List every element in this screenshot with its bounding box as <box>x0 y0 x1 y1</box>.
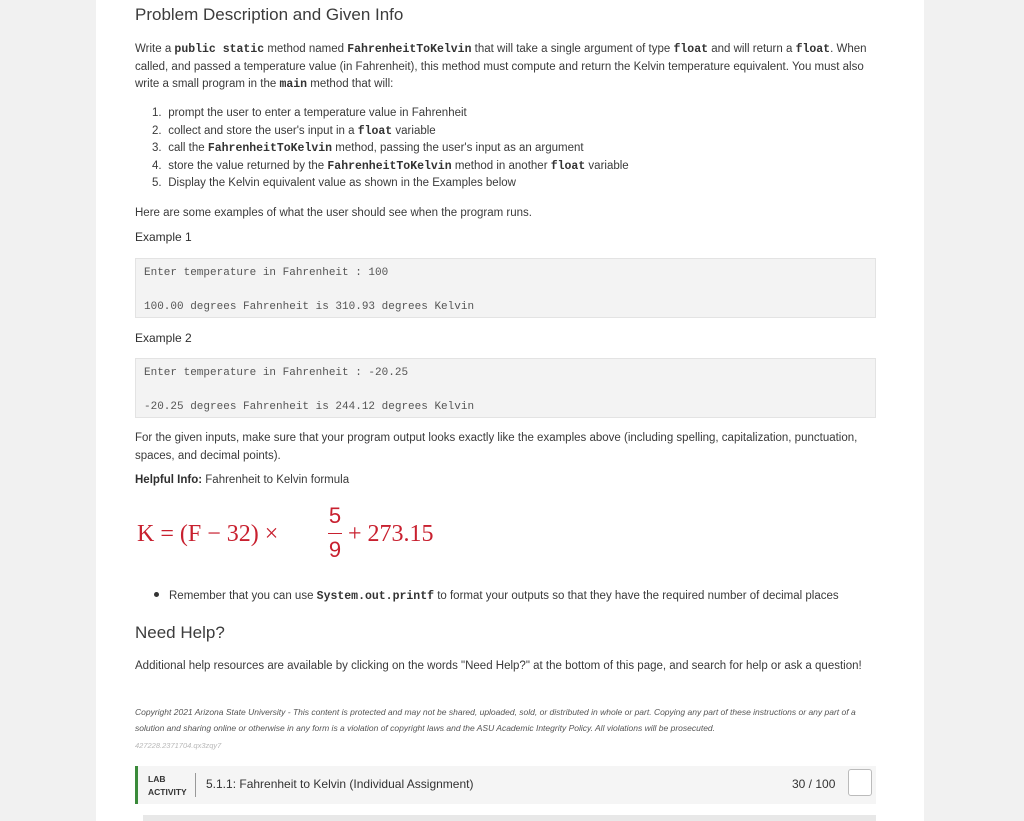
example-1-line-1: Enter temperature in Fahrenheit : 100 <box>144 267 389 279</box>
bullet-icon <box>154 592 159 597</box>
lab-activity-title: 5.1.1: Fahrenheit to Kelvin (Individual Assignment) <box>206 777 474 791</box>
content-page <box>96 0 924 821</box>
printf-tip: Remember that you can use System.out.printf to format your outputs so that they have the required number of decimal places <box>154 590 839 603</box>
formula-rhs: + 273.15 <box>348 521 434 547</box>
example-2-label: Example 2 <box>135 331 192 345</box>
example-2-line-2: -20.25 degrees Fahrenheit is 244.12 degrees Kelvin <box>144 401 475 413</box>
example-2-output <box>135 358 876 418</box>
list-item: 5. Display the Kelvin equivalent value as shown in the Examples below <box>152 177 516 190</box>
lab-activity-tag: LAB ACTIVITY <box>148 774 187 797</box>
list-item: 4. store the value returned by the FahrenheitToKelvin method in another float variable <box>152 159 629 173</box>
formula-numerator: 5 <box>328 503 342 528</box>
lab-score: 30 / 100 <box>792 777 836 791</box>
example-1-label: Example 1 <box>135 230 192 244</box>
output-note: For the given inputs, make sure that your program output looks exactly like the examples above (including spelling, capitalization, punctuation, spaces, and decimal points). <box>135 432 858 462</box>
list-item: 2. collect and store the user's input in a float variable <box>152 124 436 138</box>
formula-denominator: 9 <box>328 537 342 562</box>
copyright-notice: Copyright 2021 Arizona State University - This content is protected and may not be shared, uploaded, sold, or distributed in whole or part. Copying any part of these instructions or any part of a solution and sharing online or otherwise in any form is a violation of copyright laws and the ASU Academic Integrity Policy. All violations will be prosecuted. <box>135 707 856 733</box>
lab-activity-bar[interactable] <box>135 766 876 804</box>
list-item: 3. call the FahrenheitToKelvin method, passing the user's input as an argument <box>152 142 584 156</box>
help-text: Additional help resources are available by clicking on the words "Need Help?" at the bottom of this page, and search for help or ask a question! <box>135 660 862 672</box>
steps-list <box>152 105 629 193</box>
example-1-line-2: 100.00 degrees Fahrenheit is 310.93 degrees Kelvin <box>144 301 475 313</box>
need-help-heading: Need Help? <box>135 623 225 642</box>
example-2-line-1: Enter temperature in Fahrenheit : -20.25 <box>144 367 409 379</box>
examples-intro: Here are some examples of what the user should see when the program runs. <box>135 207 532 219</box>
lab-editor-top <box>143 815 876 821</box>
completion-checkbox <box>848 769 872 796</box>
list-item: 1. prompt the user to enter a temperature value in Fahrenheit <box>152 107 467 119</box>
intro-paragraph: Write a public static method named FahrenheitToKelvin that will take a single argument of type float and will return a float. When called, and passed a temperature value (in Fahrenheit), this method must compute and return the Kelvin temperature equivalent. You must also write a small program in the main method that will: <box>135 43 867 91</box>
helpful-info: Helpful Info: Fahrenheit to Kelvin formula <box>135 474 350 486</box>
example-1-output <box>135 258 876 318</box>
content-id: 427228.2371704.qx3zqy7 <box>135 741 222 750</box>
problem-heading: Problem Description and Given Info <box>135 5 404 24</box>
formula-lhs: K = (F − 32) × <box>137 521 279 547</box>
